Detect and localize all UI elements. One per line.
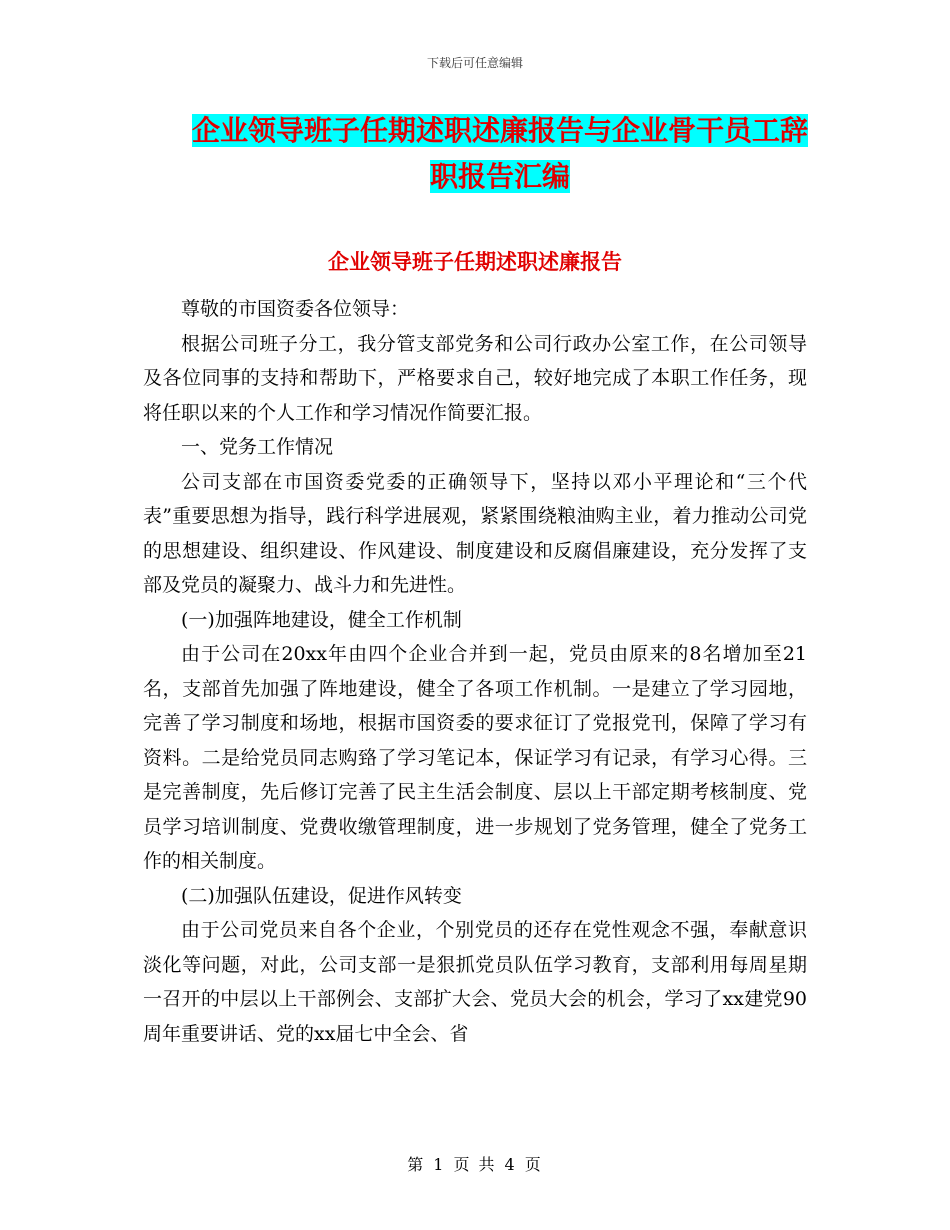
- subsection-heading: (二)加强队伍建设，促进作风转变: [181, 884, 462, 907]
- sub-title: 企业领导班子任期述职述廉报告: [328, 250, 622, 274]
- footer-prefix: 第: [407, 1155, 426, 1174]
- section-heading: 一、党务工作情况: [181, 436, 334, 458]
- footer-page-number: 1: [433, 1155, 446, 1174]
- paragraph: 由于公司党员来自各个企业，个别党员的还存在党性观念不强，奉献意识淡化等问题，对此，公司支部一是狠抓党员队伍学习教育，支部利用每周星期一召开的中层以上干部例会、支部扩大会、党员大会的机会，学习了xx建党90周年重要讲话、党的xx届七中全会、省: [143, 919, 807, 1045]
- paragraph: 由于公司在20xx年由四个企业合并到一起，党员由原来的8名增加至21名，支部首先加强了阵地建设，健全了各项工作机制。一是建立了学习园地，完善了学习制度和场地，根据市国资委的要求征订了党报党刊，保障了学习有资料。二是给党员同志购臵了学习笔记本，保证学习有记录，有学习心得。三是完善制度，先后修订完善了民主生活会制度、层以上干部定期考核制度、党员学习培训制度、党费收缴管理制度，进一步规划了党务管理，健全了党务工作的相关制度。: [143, 643, 807, 872]
- footer-total-pages: 4: [504, 1155, 517, 1174]
- subsection-heading: (一)加强阵地建设，健全工作机制: [181, 608, 462, 631]
- header-note: 下载后可任意编辑: [426, 56, 523, 70]
- paragraph: 公司支部在市国资委党委的正确领导下，坚持以邓小平理论和“三个代表”重要思想为指导，践行科学进展观，紧紧围绕粮油购主业，着力推动公司党的思想建设、组织建设、作风建设、制度建设和反腐倡廉建设，充分发挥了支部及党员的凝聚力、战斗力和先进性。: [143, 470, 807, 596]
- paragraph-salutation: 尊敬的市国资委各位领导：: [181, 298, 410, 320]
- footer-middle: 页 共: [453, 1155, 497, 1174]
- body-text: [143, 292, 807, 1051]
- main-title: [190, 108, 810, 200]
- footer-suffix: 页: [524, 1155, 543, 1174]
- paragraph: 根据公司班子分工，我分管支部党务和公司行政办公室工作，在公司领导及各位同事的支持和帮助下，严格要求自己，较好地完成了本职工作任务，现将任职以来的个人工作和学习情况作简要汇报。: [143, 332, 807, 424]
- page-footer: [0, 1152, 950, 1175]
- main-title-text: 企业领导班子任期述职述廉报告与企业骨干员工辞职报告汇编: [191, 114, 808, 193]
